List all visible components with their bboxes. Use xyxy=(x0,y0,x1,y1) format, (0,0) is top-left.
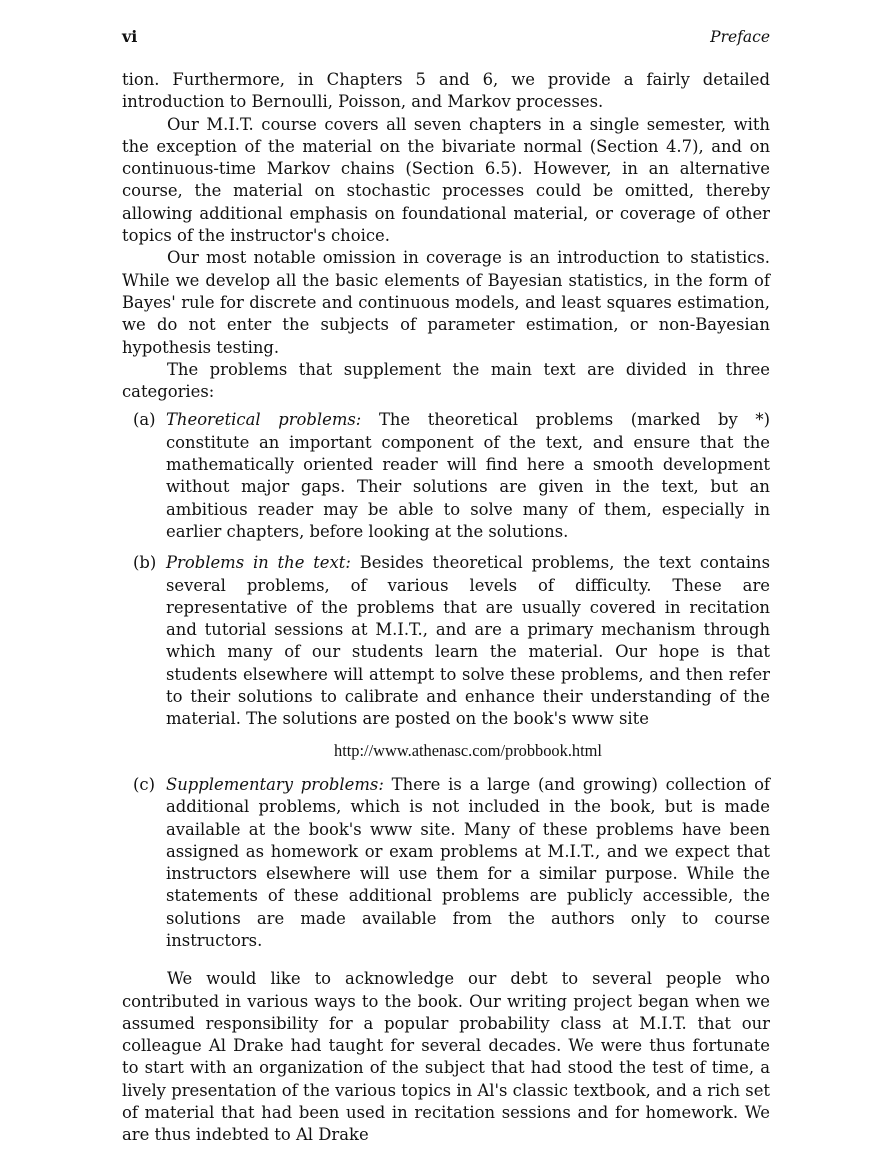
paragraph-acknowledgements: We would like to acknowledge our debt to several people who contributed in various ways to the book. Our writing project began when we assumed responsibility for a popular probability class at M.I.T. that our colleague Al Drake had taught for several decades. We were thus fortunate to start with an organization of the subject that had stood the test of time, a lively presentation of the various topics in Al's classic textbook, and a rich set of material that had been used in recitation sessions and for homework. We are thus indebted to Al Drake xyxy=(122,969,770,1145)
list-item-lead: Problems in the text: xyxy=(166,553,351,573)
list-marker: (b) xyxy=(133,553,157,573)
list-item-supplementary xyxy=(122,774,770,952)
list-item-text: The theoretical problems (marked by *) constitute an important component of the text, and ensure that the mathematically oriented reader will find here a smooth development without major gaps. Their solutions are given in the text, but an ambitious reader may be able to solve many of them, especially in earlier chapters, before looking at the solutions. xyxy=(166,410,770,541)
page-number: vi xyxy=(122,27,138,46)
list-marker: (a) xyxy=(133,410,156,430)
book-page xyxy=(122,26,770,1147)
running-head: Preface xyxy=(710,28,770,46)
list-marker: (c) xyxy=(133,774,155,794)
page-header xyxy=(122,26,770,48)
list-item-text: There is a large (and growing) collection of additional problems, which is not included in the book, but is made available at the book's www site. Many of these problems have been assigned as homework or exam problems at M.I.T., and we expect that instructors elsewhere will use them for a similar purpose. While the statements of these additional problems are publicly accessible, the solutions are made available from the authors only to course instructors. xyxy=(166,774,771,950)
list-item-theoretical xyxy=(122,409,770,543)
paragraph-problem-categories: The problems that supplement the main text are divided in three categories: xyxy=(122,359,770,402)
website-url: http://www.athenasc.com/probbook.html xyxy=(334,740,602,760)
problem-category-list xyxy=(122,409,770,952)
list-item-text: Besides theoretical problems, the text contains several problems, of various levels of difficulty. These are representative of the problems that are usually covered in recitation and tutorial sessions at M.I.T., and are a primary mechanism through which many of our students learn the material. Our hope is that students elsewhere will attempt to solve these problems, and then refer to their solutions to calibrate and enhance their understanding of the material. The solutions are posted on the book's www site xyxy=(166,553,771,729)
list-item-problems-in-text xyxy=(122,552,770,762)
list-item-lead: Theoretical problems: xyxy=(166,410,362,430)
paragraph-continuation: tion. Furthermore, in Chapters 5 and 6, we provide a fairly detailed introduction to Bernoulli, Poisson, and Markov processes. xyxy=(122,70,770,112)
section-spacer xyxy=(122,961,770,968)
paragraph-omission: Our most notable omission in coverage is an introduction to statistics. While we develop all the basic elements of Bayesian statistics, in the form of Bayes' rule for discrete and continuous models, and least squares estimation, we do not enter the subjects of parameter estimation, or non-Bayesian hypothesis testing. xyxy=(122,248,770,357)
paragraph-course-coverage: Our M.I.T. course covers all seven chapters in a single semester, with the exception of the material on the bivariate normal (Section 4.7), and on continuous-time Markov chains (Section 6.5). However, in an alternative course, the material on stochastic processes could be omitted, thereby allowing additional emphasis on foundational material, or coverage of other topics of the instructor's choice. xyxy=(122,114,770,246)
list-item-lead: Supplementary problems: xyxy=(166,774,384,794)
